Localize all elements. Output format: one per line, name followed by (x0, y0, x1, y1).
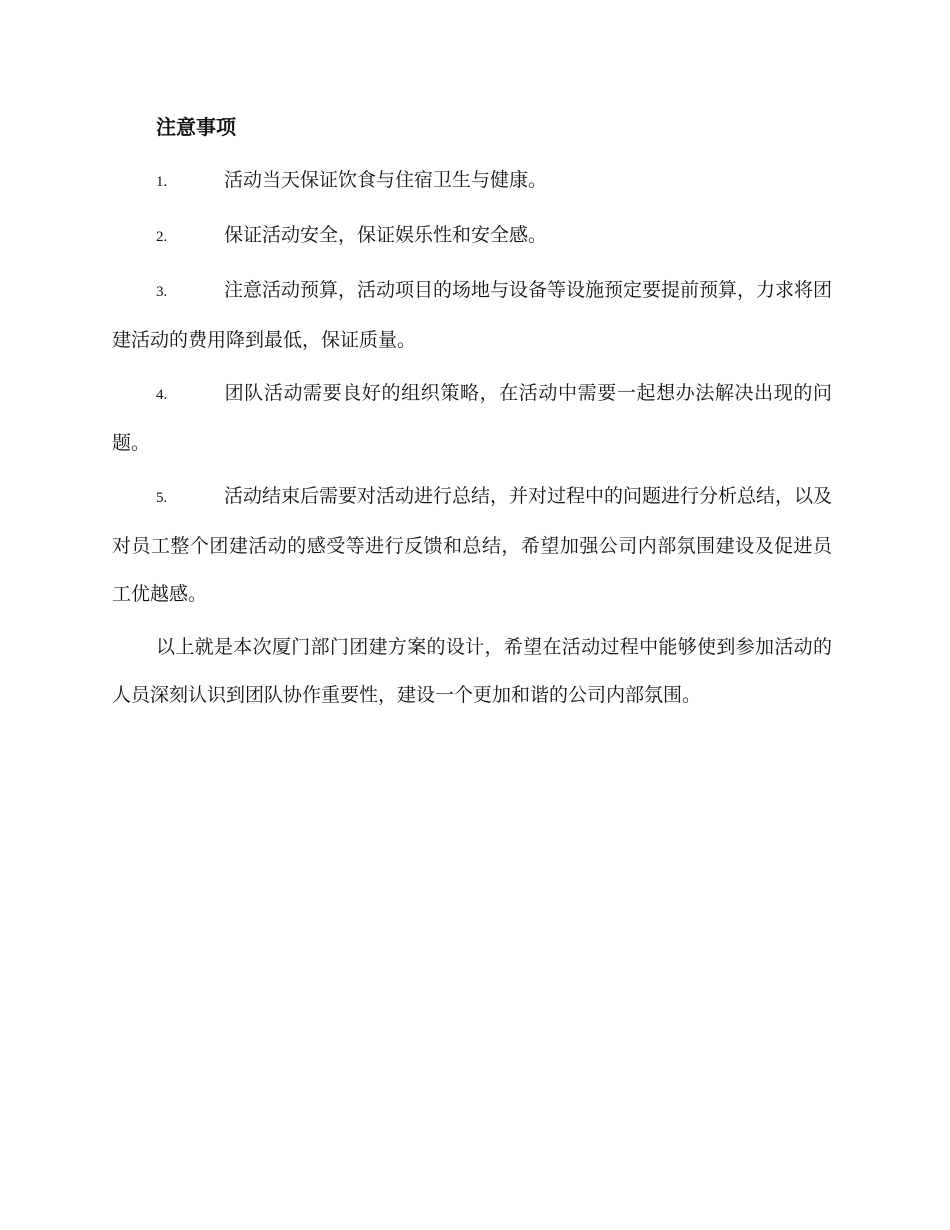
list-item-text: 注意活动预算，活动项目的场地与设备等设施预定要提前预算，力求将团建活动的费用降到最低，保证质量。 (112, 279, 833, 351)
list-item-number: 2. (156, 229, 168, 245)
list-item (112, 156, 832, 206)
list-item (112, 211, 832, 261)
list-item-number: 3. (156, 284, 168, 300)
list-item (112, 472, 832, 618)
list-item-text: 活动结束后需要对活动进行总结，并对过程中的问题进行分析总结，以及对员工整个团建活动的感受等进行反馈和总结，希望加强公司内部氛围建设及促进员工优越感。 (112, 485, 833, 605)
list-item (112, 266, 832, 364)
list-item-number: 5. (156, 490, 168, 506)
list-item (112, 369, 832, 467)
list-item-text: 活动当天保证饮食与住宿卫生与健康。 (224, 169, 548, 191)
list-item-text: 团队活动需要良好的组织策略，在活动中需要一起想办法解决出现的问题。 (112, 382, 832, 454)
closing-paragraph: 以上就是本次厦门部门团建方案的设计，希望在活动过程中能够使到参加活动的人员深刻认识到团队协作重要性，建设一个更加和谐的公司内部氛围。 (112, 636, 832, 706)
document-body (112, 108, 832, 719)
section-heading: 注意事项 (156, 115, 236, 139)
list-item-number: 1. (156, 174, 168, 190)
list-item-text: 保证活动安全，保证娱乐性和安全感。 (224, 224, 548, 246)
list-item-number: 4. (156, 387, 168, 403)
